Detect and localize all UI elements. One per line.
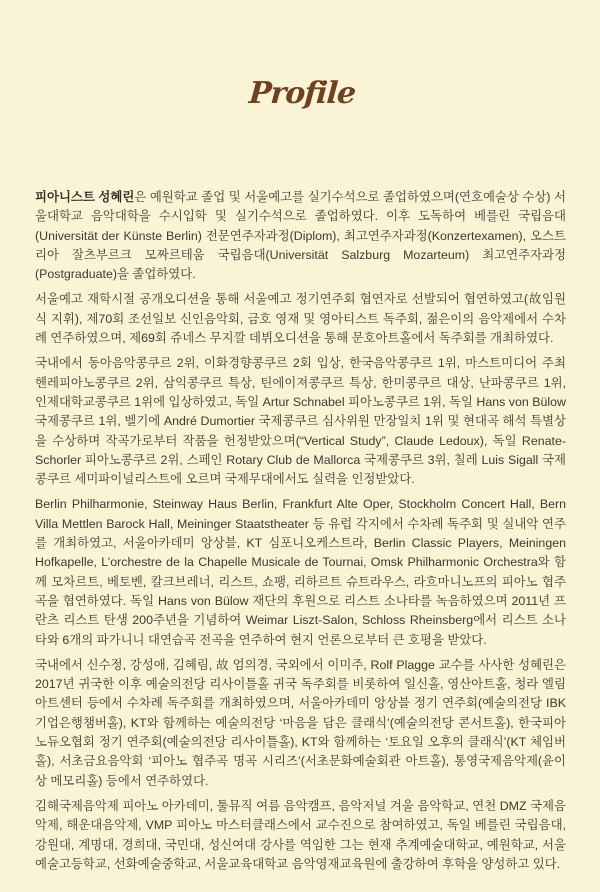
profile-content xyxy=(35,188,566,880)
paragraph-teachers-and-recitals: 국내에서 신수정, 강성애, 김혜림, 故 엄의경, 국외에서 이미주, Rolf Plagge 교수를 사사한 성혜린은 2017년 귀국한 이후 예술의전당 리사이틀홀 귀국 독주회를 비롯하여 일신홀, 영산아트홀, 청라 엘림아트센터 등에서 수차례 독주회를 개최하였으며, 서울아카데미 앙상블 정기 연주회(예술의전당 IBK기업은행챔버홀), KT와 함께하는 예술의전당 ‘마음을 담은 클래식’(예술의전당 콘서트홀), 한국피아노듀오협회 정기 연주회(예술의전당 리사이틀홀), KT와 함께하는 ‘토요일 오후의 클래식’(KT 체임버홀), 서초금요음악회 ‘피아노 협주곡 명곡 시리즈’(서초문화예술회관 아트홀), 통영국제음악제(윤이상 메모리홀) 등에서 연주하였다. xyxy=(35,657,566,788)
paragraph-education-text: 은 예원학교 졸업 및 서울예고를 실기수석으로 졸업하였으며(연호예술상 수상) 서울대학교 음악대학을 수시입학 및 실기수석으로 졸업하였다. 이후 도독하여 베를린 국립음대(Universität der Künste Berlin) 전문연주자과정(Diplom), 최고연주자과정(Konzertexamen), 오스트리아 잘츠부르크 모짜르테움 국립음대(Universität Salzburg Mozarteum) 최고연주자과정(Postgraduate)을 졸업하였다. xyxy=(35,190,566,282)
page-title: Profile xyxy=(247,76,357,111)
paragraph-concert-career: Berlin Philharmonie, Steinway Haus Berlin, Frankfurt Alte Oper, Stockholm Concert Hall, Bern Villa Mettlen Barock Hall, Meininger Staatstheater 등 유럽 각지에서 수차례 독주회 및 실내악 연주를 개최하였고, 서울아카데미 앙상블, KT 심포니오케스트라, Berlin Classic Players, Meiningen Hofkapelle, L’orchestre de la Chapelle Musicale de Tournai, Omsk Philharmonic Orchestra와 함께 모차르트, 베토벤, 칼크브레너, 리스트, 쇼팽, 리하르트 슈트라우스, 라흐마니노프의 피아노 협주곡을 협연하였다. 독일 Hans von Bülow 재단의 후원으로 리스트 소나타를 녹음하였으며 2011년 프란츠 리스트 탄생 200주년을 기념하여 Weimar Liszt-Salon, Schloss Rheinsberg에서 리스트 소나타와 6개의 파가니니 대연습곡 전곡을 연주하여 현지 언론으로부터 큰 호평을 받았다. xyxy=(35,497,566,647)
paragraph-education xyxy=(35,188,566,284)
paragraph-competitions: 국내에서 동아음악콩쿠르 2위, 이화경향콩쿠르 2회 입상, 한국음악콩쿠르 1위, 마스트미디어 주최 헨레피아노콩쿠르 2위, 삼익콩쿠르 특상, 틴에이져콩쿠르 특상, 한미콩쿠르 대상, 난파콩쿠르 1위, 인제대학교콩쿠르 1위에 입상하였고, 독일 Artur Schnabel 피아노콩쿠르 1위, 독일 Hans von Bülow 국제콩쿠르 1위, 벨기에 André Dumortier 국제콩쿠르 심사위원 만장일치 1위 및 현대곡 해석 특별상을 수상하며 작곡가로부터 작품을 헌정받았으며(“Vertical Study”, Claude Ledoux), 독일 Renate-Schorler 피아노콩쿠르 2위, 스페인 Rotary Club de Mallorca 국제콩쿠르 3위, 칠레 Luis Sigall 국제콩쿠르 세미파이널리스트에 오르며 국제무대에서도 실력을 인정받았다. xyxy=(35,356,566,487)
paragraph-early-performances: 서울예고 재학시절 공개오디션을 통해 서울예고 정기연주회 협연자로 선발되어 협연하였고(故임원식 지휘), 제70회 조선일보 신인음악회, 금호 영재 및 영아티스트 독주회, 젊은이의 음악제에서 수차례 연주하였으며, 제69회 쥬네스 무지깔 데뷔오디션을 통해 문호아트홀에서 독주회를 개최하였다. xyxy=(35,292,566,346)
pianist-name: 피아니스트 성혜린 xyxy=(35,190,135,204)
paragraph-teaching-career: 김해국제음악제 피아노 아카데미, 툴뮤직 여름 음악캠프, 음악저널 겨울 음악학교, 연천 DMZ 국제음악제, 해운대음악제, VMP 피아노 마스터클래스에서 교수진으로 참여하였고, 독일 베를린 국립음대, 강원대, 계명대, 경희대, 국민대, 성신여대 강사를 역임한 그는 현재 추계예술대학교, 예원학교, 서울예술고등학교, 선화예술중학교, 서울교육대학교 음악영재교육원에 출강하여 후학을 양성하고 있다. xyxy=(35,798,566,871)
